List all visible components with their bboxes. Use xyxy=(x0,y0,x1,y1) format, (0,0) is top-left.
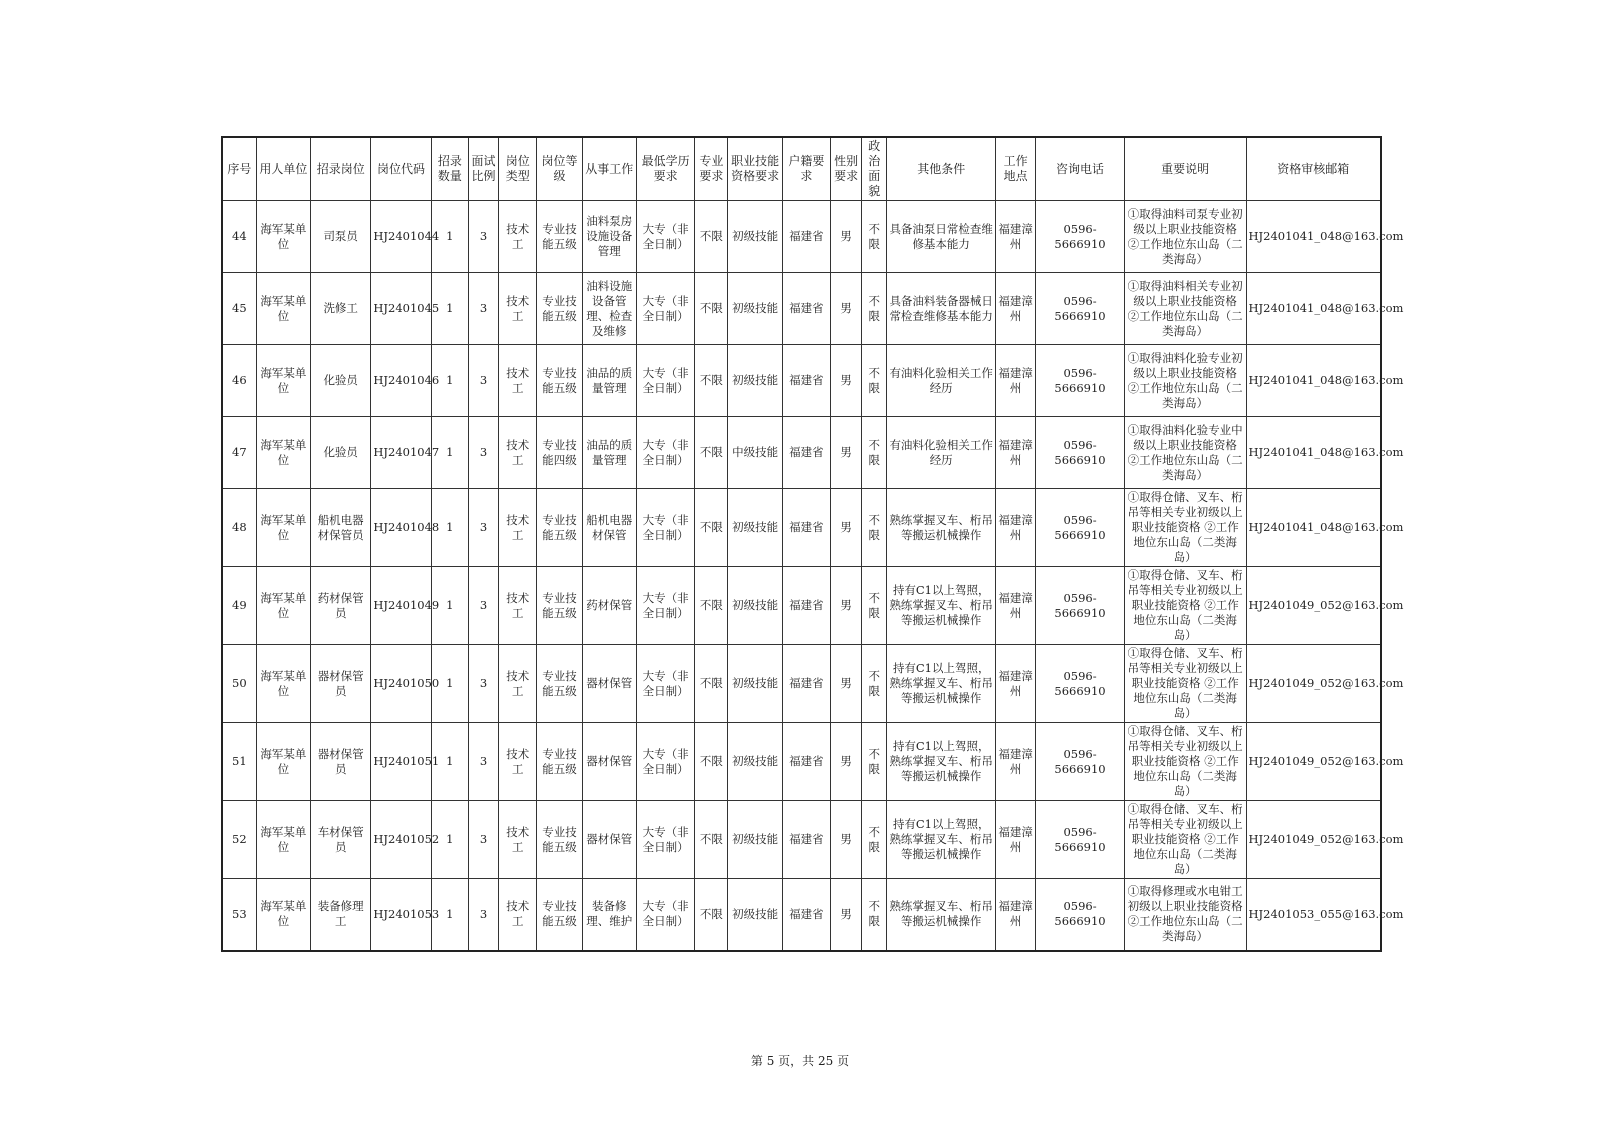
cell-note: ①取得修理或水电钳工初级以上职业技能资格 ②工作地位东山岛（二类海岛） xyxy=(1124,879,1246,951)
table-body xyxy=(222,201,1404,951)
cell-no: 49 xyxy=(222,567,256,645)
cell-major: 不限 xyxy=(695,723,728,801)
cell-phone: 0596-5666910 xyxy=(1036,345,1125,417)
cell-edu: 大专（非全日制） xyxy=(636,201,694,273)
cell-ratio: 3 xyxy=(468,489,498,567)
cell-gender: 男 xyxy=(831,345,862,417)
cell-edu: 大专（非全日制） xyxy=(636,273,694,345)
cell-type: 技术工 xyxy=(499,273,537,345)
cell-gender: 男 xyxy=(831,201,862,273)
cell-hukou: 福建省 xyxy=(782,201,830,273)
cell-major: 不限 xyxy=(695,801,728,879)
recruitment-table xyxy=(221,136,1404,952)
cell-no: 53 xyxy=(222,879,256,951)
cell-note: ①取得油料化验专业中级以上职业技能资格 ②工作地位东山岛（二类海岛） xyxy=(1124,417,1246,489)
cell-level: 专业技能五级 xyxy=(537,879,582,951)
cell-hukou: 福建省 xyxy=(782,567,830,645)
cell-no: 45 xyxy=(222,273,256,345)
cell-level: 专业技能五级 xyxy=(537,273,582,345)
column-header: 岗位代码 xyxy=(371,137,431,201)
table-row xyxy=(222,567,1381,645)
cell-ratio: 3 xyxy=(468,345,498,417)
cell-skill: 初级技能 xyxy=(728,801,782,879)
cell-ratio: 3 xyxy=(468,417,498,489)
page-footer: 第 5 页，共 25 页 xyxy=(750,1054,850,1068)
cell-edu: 大专（非全日制） xyxy=(636,723,694,801)
cell-other: 熟练掌握叉车、桁吊等搬运机械操作 xyxy=(887,879,996,951)
cell-ratio: 3 xyxy=(468,879,498,951)
cell-work: 油品的质量管理 xyxy=(582,345,636,417)
cell-type: 技术工 xyxy=(499,567,537,645)
cell-edu: 大专（非全日制） xyxy=(636,345,694,417)
cell-work: 装备修理、维护 xyxy=(582,879,636,951)
cell-post: 洗修工 xyxy=(311,273,371,345)
cell-count: 1 xyxy=(431,345,468,417)
cell-work: 船机电器材保管 xyxy=(582,489,636,567)
column-header: 户籍要求 xyxy=(782,137,830,201)
cell-place: 福建漳州 xyxy=(996,345,1036,417)
cell-unit: 海军某单位 xyxy=(256,345,310,417)
cell-level: 专业技能五级 xyxy=(537,201,582,273)
column-header: 资格审核邮箱 xyxy=(1246,137,1381,201)
cell-phone: 0596-5666910 xyxy=(1036,801,1125,879)
cell-edu: 大专（非全日制） xyxy=(636,879,694,951)
cell-skill: 初级技能 xyxy=(728,273,782,345)
cell-email: HJ2401041_048@163.com xyxy=(1246,417,1381,489)
cell-type: 技术工 xyxy=(499,345,537,417)
cell-code: HJ2401052 xyxy=(371,801,431,879)
column-header: 性别要求 xyxy=(831,137,862,201)
cell-major: 不限 xyxy=(695,273,728,345)
cell-email: HJ2401053_055@163.com xyxy=(1246,879,1381,951)
cell-phone: 0596-5666910 xyxy=(1036,879,1125,951)
cell-count: 1 xyxy=(431,723,468,801)
cell-hukou: 福建省 xyxy=(782,801,830,879)
cell-no: 52 xyxy=(222,801,256,879)
cell-hukou: 福建省 xyxy=(782,723,830,801)
cell-level: 专业技能五级 xyxy=(537,801,582,879)
cell-major: 不限 xyxy=(695,645,728,723)
column-header: 招录数量 xyxy=(431,137,468,201)
cell-type: 技术工 xyxy=(499,879,537,951)
cell-hukou: 福建省 xyxy=(782,345,830,417)
cell-phone: 0596-5666910 xyxy=(1036,723,1125,801)
cell-politics: 不限 xyxy=(862,801,887,879)
table-row xyxy=(222,489,1381,567)
cell-skill: 中级技能 xyxy=(728,417,782,489)
column-header: 面试比例 xyxy=(468,137,498,201)
cell-unit: 海军某单位 xyxy=(256,567,310,645)
cell-note: ①取得仓储、叉车、桁吊等相关专业初级以上职业技能资格 ②工作地位东山岛（二类海岛） xyxy=(1124,567,1246,645)
cell-email: HJ2401041_048@163.com xyxy=(1246,273,1381,345)
cell-type: 技术工 xyxy=(499,201,537,273)
table-row xyxy=(222,801,1381,879)
cell-place: 福建漳州 xyxy=(996,723,1036,801)
cell-unit: 海军某单位 xyxy=(256,201,310,273)
cell-edu: 大专（非全日制） xyxy=(636,645,694,723)
cell-politics: 不限 xyxy=(862,567,887,645)
cell-major: 不限 xyxy=(695,567,728,645)
table-row xyxy=(222,723,1381,801)
cell-skill: 初级技能 xyxy=(728,489,782,567)
cell-major: 不限 xyxy=(695,879,728,951)
cell-hukou: 福建省 xyxy=(782,273,830,345)
cell-post: 器材保管员 xyxy=(311,723,371,801)
cell-place: 福建漳州 xyxy=(996,273,1036,345)
cell-place: 福建漳州 xyxy=(996,567,1036,645)
cell-politics: 不限 xyxy=(862,273,887,345)
cell-other: 具备油泵日常检查维修基本能力 xyxy=(887,201,996,273)
cell-code: HJ2401046 xyxy=(371,345,431,417)
cell-level: 专业技能五级 xyxy=(537,567,582,645)
cell-politics: 不限 xyxy=(862,489,887,567)
cell-note: ①取得仓储、叉车、桁吊等相关专业初级以上职业技能资格 ②工作地位东山岛（二类海岛） xyxy=(1124,723,1246,801)
cell-post: 司泵员 xyxy=(311,201,371,273)
cell-unit: 海军某单位 xyxy=(256,417,310,489)
cell-other: 具备油料装备器械日常检查维修基本能力 xyxy=(887,273,996,345)
column-header: 最低学历要求 xyxy=(636,137,694,201)
cell-other: 持有C1以上驾照，熟练掌握叉车、桁吊等搬运机械操作 xyxy=(887,801,996,879)
cell-count: 1 xyxy=(431,879,468,951)
cell-count: 1 xyxy=(431,417,468,489)
cell-gender: 男 xyxy=(831,417,862,489)
cell-count: 1 xyxy=(431,801,468,879)
cell-work: 器材保管 xyxy=(582,645,636,723)
cell-code: HJ2401048 xyxy=(371,489,431,567)
cell-hukou: 福建省 xyxy=(782,645,830,723)
cell-phone: 0596-5666910 xyxy=(1036,201,1125,273)
cell-count: 1 xyxy=(431,201,468,273)
cell-note: ①取得油料司泵专业初级以上职业技能资格 ②工作地位东山岛（二类海岛） xyxy=(1124,201,1246,273)
cell-type: 技术工 xyxy=(499,645,537,723)
cell-post: 车材保管员 xyxy=(311,801,371,879)
column-header: 岗位类型 xyxy=(499,137,537,201)
cell-count: 1 xyxy=(431,567,468,645)
cell-email: HJ2401041_048@163.com xyxy=(1246,345,1381,417)
cell-place: 福建漳州 xyxy=(996,489,1036,567)
cell-ratio: 3 xyxy=(468,567,498,645)
table-row xyxy=(222,417,1381,489)
cell-code: HJ2401044 xyxy=(371,201,431,273)
cell-code: HJ2401045 xyxy=(371,273,431,345)
cell-phone: 0596-5666910 xyxy=(1036,489,1125,567)
cell-email: HJ2401049_052@163.com xyxy=(1246,567,1381,645)
cell-hukou: 福建省 xyxy=(782,417,830,489)
cell-no: 51 xyxy=(222,723,256,801)
cell-other: 持有C1以上驾照，熟练掌握叉车、桁吊等搬运机械操作 xyxy=(887,645,996,723)
cell-note: ①取得油料相关专业初级以上职业技能资格 ②工作地位东山岛（二类海岛） xyxy=(1124,273,1246,345)
cell-other: 熟练掌握叉车、桁吊等搬运机械操作 xyxy=(887,489,996,567)
cell-post: 药材保管员 xyxy=(311,567,371,645)
cell-code: HJ2401049 xyxy=(371,567,431,645)
cell-unit: 海军某单位 xyxy=(256,801,310,879)
cell-work: 器材保管 xyxy=(582,801,636,879)
cell-work: 油品的质量管理 xyxy=(582,417,636,489)
cell-code: HJ2401050 xyxy=(371,645,431,723)
cell-politics: 不限 xyxy=(862,201,887,273)
cell-hukou: 福建省 xyxy=(782,879,830,951)
cell-note: ①取得仓储、叉车、桁吊等相关专业初级以上职业技能资格 ②工作地位东山岛（二类海岛） xyxy=(1124,801,1246,879)
cell-work: 油料泵房设施设备管理 xyxy=(582,201,636,273)
cell-politics: 不限 xyxy=(862,879,887,951)
cell-ratio: 3 xyxy=(468,723,498,801)
cell-count: 1 xyxy=(431,489,468,567)
cell-level: 专业技能五级 xyxy=(537,345,582,417)
cell-type: 技术工 xyxy=(499,723,537,801)
column-header: 专业要求 xyxy=(695,137,728,201)
cell-politics: 不限 xyxy=(862,645,887,723)
cell-post: 船机电器材保管员 xyxy=(311,489,371,567)
cell-major: 不限 xyxy=(695,489,728,567)
cell-edu: 大专（非全日制） xyxy=(636,567,694,645)
table-row xyxy=(222,201,1381,273)
cell-gender: 男 xyxy=(831,489,862,567)
cell-unit: 海军某单位 xyxy=(256,489,310,567)
cell-skill: 初级技能 xyxy=(728,201,782,273)
cell-level: 专业技能五级 xyxy=(537,723,582,801)
column-header: 岗位等级 xyxy=(537,137,582,201)
column-header: 政治面貌 xyxy=(862,137,887,201)
cell-gender: 男 xyxy=(831,879,862,951)
cell-work: 器材保管 xyxy=(582,723,636,801)
column-header: 序号 xyxy=(222,137,256,201)
table-row xyxy=(222,273,1381,345)
cell-ratio: 3 xyxy=(468,201,498,273)
cell-ratio: 3 xyxy=(468,273,498,345)
cell-edu: 大专（非全日制） xyxy=(636,801,694,879)
cell-skill: 初级技能 xyxy=(728,345,782,417)
cell-other: 持有C1以上驾照，熟练掌握叉车、桁吊等搬运机械操作 xyxy=(887,723,996,801)
cell-politics: 不限 xyxy=(862,345,887,417)
cell-politics: 不限 xyxy=(862,417,887,489)
cell-phone: 0596-5666910 xyxy=(1036,567,1125,645)
column-header: 其他条件 xyxy=(887,137,996,201)
table-row xyxy=(222,345,1381,417)
cell-no: 44 xyxy=(222,201,256,273)
cell-email: HJ2401049_052@163.com xyxy=(1246,723,1381,801)
cell-type: 技术工 xyxy=(499,417,537,489)
cell-code: HJ2401053 xyxy=(371,879,431,951)
cell-skill: 初级技能 xyxy=(728,567,782,645)
column-header: 咨询电话 xyxy=(1036,137,1125,201)
cell-post: 化验员 xyxy=(311,345,371,417)
cell-other: 有油料化验相关工作经历 xyxy=(887,417,996,489)
column-header: 工作地点 xyxy=(996,137,1036,201)
cell-code: HJ2401051 xyxy=(371,723,431,801)
cell-post: 装备修理工 xyxy=(311,879,371,951)
cell-code: HJ2401047 xyxy=(371,417,431,489)
cell-note: ①取得仓储、叉车、桁吊等相关专业初级以上职业技能资格 ②工作地位东山岛（二类海岛） xyxy=(1124,489,1246,567)
column-header: 用人单位 xyxy=(256,137,310,201)
cell-major: 不限 xyxy=(695,201,728,273)
cell-phone: 0596-5666910 xyxy=(1036,417,1125,489)
cell-place: 福建漳州 xyxy=(996,201,1036,273)
cell-level: 专业技能五级 xyxy=(537,489,582,567)
cell-work: 油料设施设备管理、检查及维修 xyxy=(582,273,636,345)
cell-ratio: 3 xyxy=(468,645,498,723)
cell-hukou: 福建省 xyxy=(782,489,830,567)
cell-count: 1 xyxy=(431,645,468,723)
cell-major: 不限 xyxy=(695,345,728,417)
cell-work: 药材保管 xyxy=(582,567,636,645)
cell-level: 专业技能四级 xyxy=(537,417,582,489)
cell-skill: 初级技能 xyxy=(728,879,782,951)
cell-unit: 海军某单位 xyxy=(256,879,310,951)
cell-note: ①取得油料化验专业初级以上职业技能资格 ②工作地位东山岛（二类海岛） xyxy=(1124,345,1246,417)
cell-place: 福建漳州 xyxy=(996,879,1036,951)
cell-gender: 男 xyxy=(831,645,862,723)
cell-gender: 男 xyxy=(831,801,862,879)
cell-unit: 海军某单位 xyxy=(256,273,310,345)
cell-gender: 男 xyxy=(831,273,862,345)
cell-email: HJ2401049_052@163.com xyxy=(1246,801,1381,879)
cell-edu: 大专（非全日制） xyxy=(636,489,694,567)
cell-place: 福建漳州 xyxy=(996,801,1036,879)
cell-other: 持有C1以上驾照，熟练掌握叉车、桁吊等搬运机械操作 xyxy=(887,567,996,645)
cell-unit: 海军某单位 xyxy=(256,645,310,723)
cell-type: 技术工 xyxy=(499,801,537,879)
cell-ratio: 3 xyxy=(468,801,498,879)
cell-email: HJ2401041_048@163.com xyxy=(1246,489,1381,567)
cell-email: HJ2401049_052@163.com xyxy=(1246,645,1381,723)
cell-major: 不限 xyxy=(695,417,728,489)
cell-type: 技术工 xyxy=(499,489,537,567)
cell-gender: 男 xyxy=(831,723,862,801)
cell-level: 专业技能五级 xyxy=(537,645,582,723)
cell-skill: 初级技能 xyxy=(728,645,782,723)
table-header-row xyxy=(222,137,1381,201)
cell-phone: 0596-5666910 xyxy=(1036,645,1125,723)
cell-no: 46 xyxy=(222,345,256,417)
cell-gender: 男 xyxy=(831,567,862,645)
column-header: 从事工作 xyxy=(582,137,636,201)
cell-place: 福建漳州 xyxy=(996,645,1036,723)
cell-place: 福建漳州 xyxy=(996,417,1036,489)
column-header: 职业技能资格要求 xyxy=(728,137,782,201)
cell-unit: 海军某单位 xyxy=(256,723,310,801)
table-row xyxy=(222,645,1381,723)
cell-count: 1 xyxy=(431,273,468,345)
cell-politics: 不限 xyxy=(862,723,887,801)
cell-no: 47 xyxy=(222,417,256,489)
cell-email: HJ2401041_048@163.com xyxy=(1246,201,1381,273)
cell-phone: 0596-5666910 xyxy=(1036,273,1125,345)
cell-post: 化验员 xyxy=(311,417,371,489)
cell-skill: 初级技能 xyxy=(728,723,782,801)
column-header: 招录岗位 xyxy=(311,137,371,201)
cell-no: 50 xyxy=(222,645,256,723)
cell-edu: 大专（非全日制） xyxy=(636,417,694,489)
cell-no: 48 xyxy=(222,489,256,567)
cell-note: ①取得仓储、叉车、桁吊等相关专业初级以上职业技能资格 ②工作地位东山岛（二类海岛） xyxy=(1124,645,1246,723)
cell-other: 有油料化验相关工作经历 xyxy=(887,345,996,417)
column-header: 重要说明 xyxy=(1124,137,1246,201)
cell-post: 器材保管员 xyxy=(311,645,371,723)
table-row xyxy=(222,879,1381,951)
